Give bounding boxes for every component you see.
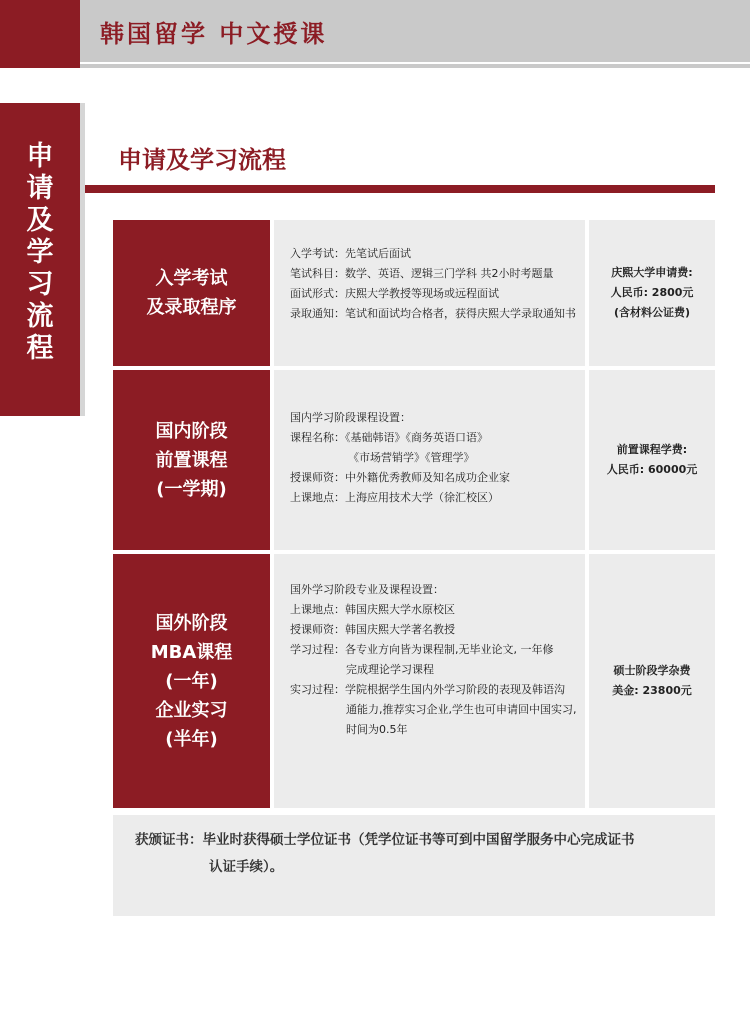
stage-cell	[113, 554, 270, 808]
detail-line: 笔试科目：数学、英语、逻辑三门学科 共2小时考题量	[290, 267, 554, 280]
fee-line: (含材料公证费)	[613, 306, 691, 319]
stage-label-line: 及录取程序	[146, 297, 237, 318]
detail-line: 上课地点：上海应用技术大学（徐汇校区）	[290, 491, 499, 504]
detail-cell	[274, 220, 585, 366]
stage-label-line: 前置课程	[155, 449, 228, 471]
detail-line: 时间为0.5年	[346, 723, 408, 736]
detail-line: 学习过程：各专业方向皆为课程制,无毕业论文, 一年修	[290, 643, 554, 656]
process-row	[113, 220, 715, 366]
fee-line: 人民币: 60000元	[606, 463, 698, 476]
detail-line: 完成理论学习课程	[346, 663, 434, 676]
header-accent-block	[0, 0, 80, 68]
fee-line: 美金: 23800元	[612, 684, 692, 697]
detail-line: 国内学习阶段课程设置：	[290, 411, 411, 424]
stage-label-line: 入学考试	[155, 268, 228, 289]
side-section-tab	[0, 103, 80, 416]
fee-cell	[589, 554, 715, 808]
side-tab-char: 习	[26, 269, 54, 300]
stage-label-line: (一年)	[165, 670, 218, 692]
side-tab-char: 流	[26, 301, 54, 332]
detail-line: 上课地点：韩国庆熙大学水原校区	[290, 603, 455, 616]
detail-line: 授课师资：中外籍优秀教师及知名成功企业家	[290, 471, 510, 484]
process-row	[113, 554, 715, 808]
certificate-box	[113, 815, 715, 916]
detail-line: 实习过程：学院根据学生国内外学习阶段的表现及韩语沟	[290, 683, 565, 696]
stage-cell	[113, 370, 270, 550]
certificate-text: 获颁证书：毕业时获得硕士学位证书（凭学位证书等可到中国留学服务中心完成证书	[135, 832, 635, 848]
detail-line: 国外学习阶段专业及课程设置：	[290, 583, 444, 596]
detail-line: 《市场营销学》《管理学》	[348, 451, 475, 464]
side-tab-char: 申	[26, 141, 54, 172]
stage-label-line: MBA课程	[150, 641, 233, 663]
fee-cell	[589, 370, 715, 550]
fee-line: 硕士阶段学杂费	[613, 664, 691, 677]
stage-label-line: (一学期)	[156, 478, 227, 500]
detail-line: 课程名称：《基础韩语》《商务英语口语》	[290, 431, 488, 444]
fee-line: 前置课程学费:	[616, 443, 688, 456]
section-title: 申请及学习流程	[118, 146, 286, 174]
section-title-rule	[85, 185, 715, 193]
fee-line: 庆熙大学申请费:	[611, 266, 693, 279]
header-underline	[80, 64, 750, 68]
side-tab-shadow	[80, 103, 85, 416]
detail-line: 通能力,推荐实习企业,学生也可申请回中国实习,	[346, 703, 577, 716]
detail-line: 授课师资：韩国庆熙大学著名教授	[290, 623, 455, 636]
stage-label-line: 国外阶段	[155, 612, 228, 634]
side-tab-char: 学	[26, 237, 54, 268]
stage-label-line: 企业实习	[155, 699, 228, 721]
side-tab-char: 程	[26, 333, 54, 364]
stage-label-line: (半年)	[165, 728, 218, 750]
certificate-text-continued: 认证手续）。	[209, 859, 284, 875]
detail-line: 入学考试：先笔试后面试	[290, 247, 411, 260]
detail-cell	[274, 370, 585, 550]
process-row	[113, 370, 715, 550]
side-tab-char: 及	[26, 205, 54, 236]
side-tab-char: 请	[26, 173, 54, 204]
stage-cell	[113, 220, 270, 366]
header-title: 韩国留学 中文授课	[100, 20, 328, 48]
detail-line: 录取通知：笔试和面试均合格者，获得庆熙大学录取通知书	[290, 307, 576, 320]
stage-label-line: 国内阶段	[155, 420, 228, 442]
fee-line: 人民币: 2800元	[610, 286, 694, 299]
fee-cell	[589, 220, 715, 366]
detail-cell	[274, 554, 585, 808]
detail-line: 面试形式：庆熙大学教授等现场或远程面试	[290, 287, 499, 300]
